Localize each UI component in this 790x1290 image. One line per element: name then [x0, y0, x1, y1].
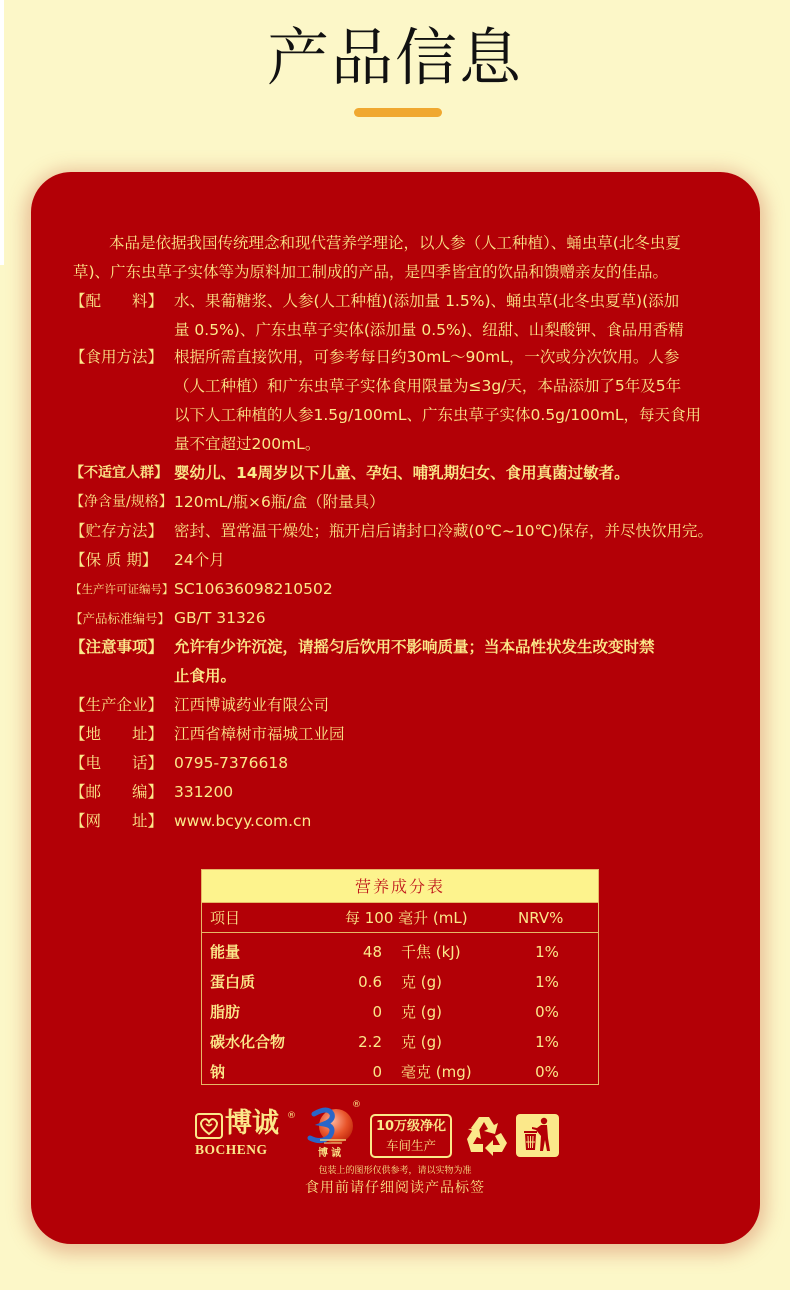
spec-label: 【保 质 期】 [70, 551, 158, 569]
nutrition-table-header [202, 903, 598, 933]
col-per-100ml: 每 100 毫升 (mL) [345, 909, 468, 927]
nutrient-nrv: 1% [535, 1033, 559, 1051]
spec-label: 【邮 编】 [70, 783, 164, 801]
nutrient-unit: 千焦 (kJ) [401, 943, 461, 961]
nutrient-name: 能量 [210, 943, 241, 961]
spec-website-link[interactable]: www.bcyy.com.cn [174, 812, 312, 830]
nutrient-name: 蛋白质 [210, 973, 256, 991]
spec-value-cont: 量 0.5%)、广东虫草子实体(添加量 0.5%)、纽甜、山梨酸钾、食品用香精 [174, 321, 684, 339]
nutrition-table [201, 869, 599, 1085]
nutrition-table-title: 营养成分表 [202, 870, 598, 903]
spec-value: 密封、置常温干燥处；瓶开启后请封口冷藏(0℃~10℃)保存，并尽快饮用完。 [174, 522, 713, 540]
ball-logo-caption: 博诚 [318, 1148, 344, 1159]
badge-line-2: 车间生产 [385, 1138, 436, 1153]
packaging-disclaimer: 包装上的图形仅供参考，请以实物为准 [318, 1166, 472, 1176]
spec-label: 【生产许可证编号】 [70, 582, 174, 596]
recycle-icon [463, 1113, 509, 1157]
spec-label: 【贮存方法】 [70, 522, 164, 540]
nutrient-nrv: 1% [535, 943, 559, 961]
brand-name-en: BOCHENG [195, 1142, 268, 1157]
registered-mark: ® [352, 1100, 361, 1110]
trash-bin-icon [516, 1114, 559, 1157]
spec-value: 江西省樟树市福城工业园 [174, 725, 345, 743]
table-row [202, 967, 598, 997]
registered-mark: ® [287, 1111, 296, 1121]
nutrient-value: 0 [372, 1003, 382, 1021]
spec-value: 120mL/瓶×6瓶/盒（附量具） [174, 493, 385, 511]
spec-value: 婴幼儿、14周岁以下儿童、孕妇、哺乳期妇女、食用真菌过敏者。 [174, 464, 630, 482]
spec-value: 水、果葡糖浆、人参(人工种植)(添加量 1.5%)、蛹虫草(北冬虫夏草)(添加 [174, 292, 680, 310]
spec-value-cont: 量不宜超过200mL。 [174, 435, 321, 453]
spec-value: 0795-7376618 [174, 754, 289, 772]
col-item: 项目 [210, 909, 241, 927]
nutrient-name: 碳水化合物 [210, 1033, 286, 1051]
nutrient-value: 2.2 [358, 1033, 382, 1051]
spec-label: 【产品标准编号】 [70, 611, 171, 626]
spec-label: 【食用方法】 [70, 348, 164, 366]
spec-value-cont: 止食用。 [174, 667, 237, 685]
nutrient-value: 48 [362, 943, 382, 961]
intro-line-1: 本品是依据我国传统理念和现代营养学理论，以人参（人工种植）、蛹虫草(北冬虫夏 [109, 234, 681, 252]
nutrient-nrv: 0% [535, 1063, 559, 1081]
nutrient-value: 0.6 [358, 973, 382, 991]
bocheng-logo-icon [195, 1113, 223, 1139]
spec-value: 江西博诚药业有限公司 [174, 696, 330, 714]
spec-label: 【注意事项】 [70, 638, 164, 656]
spec-label: 【电 话】 [70, 754, 164, 772]
nutrient-unit: 克 (g) [401, 973, 442, 991]
intro-line-2: 草)、广东虫草子实体等为原料加工制成的产品，是四季皆宜的饮品和馈赠亲友的佳品。 [73, 263, 669, 281]
nutrient-unit: 克 (g) [401, 1033, 442, 1051]
read-label-notice: 食用前请仔细阅读产品标签 [305, 1180, 485, 1196]
bocheng-logo [195, 1108, 296, 1157]
title-underline-bar [354, 108, 442, 117]
spec-label: 【配 料】 [70, 292, 164, 310]
spec-label: 【生产企业】 [70, 696, 164, 714]
nutrient-unit: 毫克 (mg) [401, 1063, 472, 1081]
spec-value: SC10636098210502 [174, 580, 333, 598]
spec-value-cont: 以下人工种植的人参1.5g/100mL、广东虫草子实体0.5g/100mL，每天食用 [174, 406, 702, 424]
table-row [202, 997, 598, 1027]
spec-value: 允许有少许沉淀，请摇匀后饮用不影响质量；当本品性状发生改变时禁 [174, 638, 655, 656]
table-row [202, 1057, 598, 1087]
nutrient-nrv: 1% [535, 973, 559, 991]
nutrient-name: 钠 [210, 1063, 226, 1081]
spec-label: 【净含量/规格】 [70, 494, 173, 510]
nutrient-name: 脂肪 [210, 1003, 241, 1021]
badge-line-1: 10万级净化 [375, 1119, 447, 1134]
spec-value: 24个月 [174, 551, 225, 569]
table-row [202, 1027, 598, 1057]
clean-room-badge [370, 1114, 452, 1158]
nutrient-value: 0 [372, 1063, 382, 1081]
spec-label: 【网 址】 [70, 812, 164, 830]
col-nrv: NRV% [518, 909, 564, 927]
spec-label: 【地 址】 [70, 725, 164, 743]
nutrient-unit: 克 (g) [401, 1003, 442, 1021]
spec-value: 根据所需直接饮用，可参考每日约30mL～90mL，一次或分次饮用。人参 [174, 348, 680, 366]
spec-label: 【不适宜人群】 [70, 465, 168, 481]
spec-value: GB/T 31326 [174, 609, 266, 627]
spec-value: 331200 [174, 783, 234, 801]
spec-value-cont: （人工种植）和广东虫草子实体食用限量为≤3g/天，本品添加了5年及5年 [174, 377, 682, 395]
nutrient-nrv: 0% [535, 1003, 559, 1021]
table-row [202, 937, 598, 967]
page-title: 产品信息 [266, 21, 523, 94]
brand-name-cn: 博诚 [225, 1108, 279, 1139]
